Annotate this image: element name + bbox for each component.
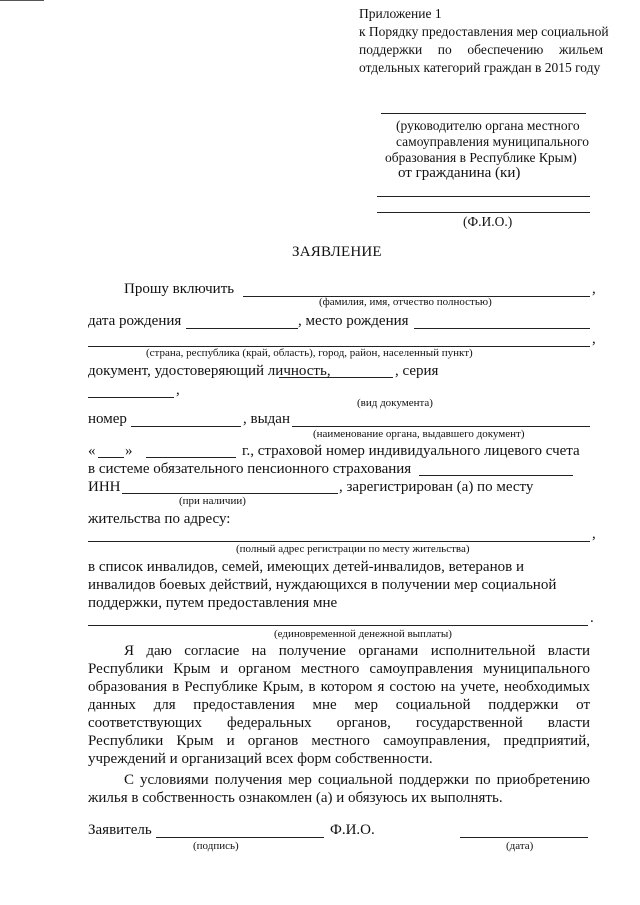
recipient-blank-line: [381, 113, 586, 114]
payment-hint: (единовременной денежной выплаты): [274, 628, 452, 640]
page-title: ЗАЯВЛЕНИЕ: [292, 244, 382, 260]
include-hint: (фамилия, имя, отчество полностью): [319, 296, 492, 308]
date-hint: (дата): [506, 840, 534, 852]
inn-label: ИНН: [88, 479, 121, 495]
list-line3: поддержки, путем предоставления мне: [88, 595, 338, 611]
comma: ,: [592, 331, 596, 347]
list-line2: инвалидов боевых действий, нуждающихся в получении мер социальной: [88, 577, 557, 593]
recipient-fio-hint: (Ф.И.О.): [463, 214, 513, 229]
issued-label: , выдан: [243, 411, 290, 427]
inn-hint: (при наличии): [179, 495, 246, 507]
recipient-line2: самоуправления муниципального: [396, 134, 589, 149]
list-line1: в список инвалидов, семей, имеющих детей-инвалидов, ветеранов и: [88, 559, 524, 575]
doc-type-field[interactable]: [279, 377, 393, 378]
applicant-name-line2: [377, 212, 590, 213]
payment-type-field[interactable]: [88, 625, 588, 626]
consent-line4: данных для предоставления мне мер социальной поддержки от: [88, 697, 590, 713]
agreement-line1: С условиями получения мер социальной поддержки по приобретению: [124, 772, 590, 788]
address-field[interactable]: [88, 541, 590, 542]
consent-line5: соответствующих федеральных органов, государственной власти: [88, 715, 590, 731]
consent-line1: Я даю согласие на получение органами исполнительной власти: [124, 643, 590, 659]
birth-date-field[interactable]: [186, 328, 298, 329]
applicant-name-line1: [377, 196, 590, 197]
issuer-hint: (наименование органа, выдавшего документ): [313, 428, 525, 440]
include-label: Прошу включить: [124, 281, 235, 297]
birth-date-label: дата рождения: [88, 313, 182, 329]
applicant-label: Заявитель: [88, 822, 152, 838]
issuer-field[interactable]: [292, 426, 590, 427]
pension-system-label: в системе обязательного пенсионного страхования: [88, 461, 412, 477]
series-field[interactable]: [88, 397, 174, 398]
recipient-from: от гражданина (ки): [398, 165, 521, 181]
appendix-line4: отдельных категорий граждан в 2015 году: [359, 60, 601, 75]
recipient-line1: (руководителю органа местного: [396, 118, 580, 133]
consent-line7: учреждений и организаций всех форм собственности.: [88, 751, 433, 767]
doc-number-field[interactable]: [131, 426, 241, 427]
quote-close: »: [125, 443, 133, 459]
snils-field[interactable]: [419, 475, 573, 476]
series-label: , серия: [395, 363, 439, 379]
consent-line6: Республики Крым и органов местного самоуправления, предприятий,: [88, 733, 590, 749]
snils-label: г., страховой номер индивидуального лицевого счета: [242, 443, 580, 459]
dot: .: [590, 610, 594, 626]
quote-open: «: [88, 443, 96, 459]
birth-place-field[interactable]: [414, 328, 590, 329]
signature-hint: (подпись): [193, 840, 239, 852]
comma: ,: [592, 526, 596, 542]
issue-month-year-field[interactable]: [146, 457, 236, 458]
consent-line2: Республики Крым и органом местного самоуправления муниципального: [88, 661, 590, 677]
id-doc-label: документ, удостоверяющий личность,: [88, 363, 331, 379]
comma: ,: [176, 382, 180, 398]
agreement-line2: жилья в собственность ознакомлен (а) и обязуюсь их выполнять.: [88, 790, 503, 806]
registered-label: , зарегистрирован (а) по месту: [339, 479, 534, 495]
appendix-line1: Приложение 1: [359, 6, 442, 21]
issue-day-field[interactable]: [98, 457, 124, 458]
birth-place-label: , место рождения: [298, 313, 409, 329]
place-hint: (страна, республика (край, область), город, район, населенный пункт): [146, 347, 473, 359]
signature-fio-label: Ф.И.О.: [330, 822, 375, 838]
consent-line3: образования в Республике Крым, в котором я состою на учете, необходимых: [88, 679, 590, 695]
appendix-line3: поддержки по обеспечению жильем: [359, 42, 603, 57]
residence-label: жительства по адресу:: [88, 511, 231, 527]
top-edge-mark: [0, 0, 44, 1]
recipient-line3: образования в Республике Крым): [385, 150, 577, 165]
inn-field[interactable]: [122, 493, 338, 494]
address-hint: (полный адрес регистрации по месту жительства): [236, 543, 470, 555]
signature-field[interactable]: [156, 837, 324, 838]
appendix-line2: к Порядку предоставления мер социальной: [359, 24, 609, 39]
comma: ,: [592, 281, 596, 297]
date-field[interactable]: [460, 837, 588, 838]
number-label: номер: [88, 411, 127, 427]
doc-type-hint: (вид документа): [357, 397, 433, 409]
